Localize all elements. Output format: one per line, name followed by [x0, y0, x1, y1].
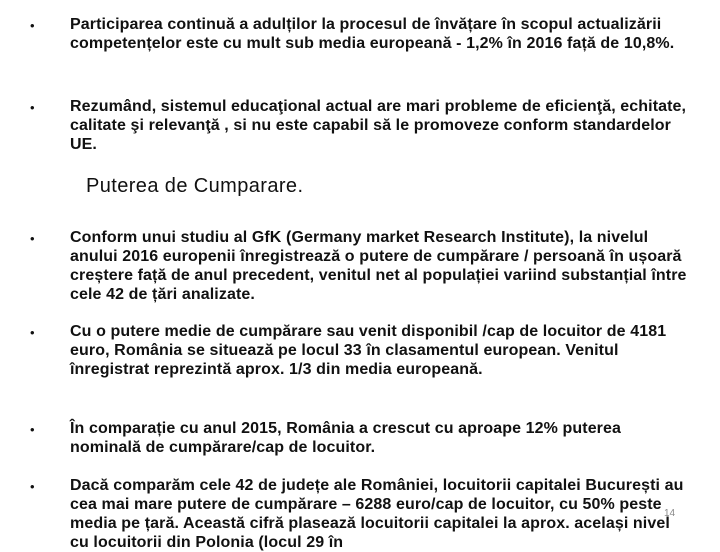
- bullet-marker: •: [30, 18, 35, 33]
- bullet-text: Participarea continuă a adulților la procesul de învățare în scopul actualizării competențelor este cu mult sub media europeană - 1,2% în 2016 față de 10,8%.: [70, 16, 675, 52]
- bullet-text: Conform unui studiu al GfK (Germany market Research Institute), la nivelul anului 2016 europenii înregistrează o putere de cumpărare / persoană în ușoară creștere față de anul precedent, venitul net al populației variind substanțial între cele 42 de țări analizate.: [70, 229, 687, 303]
- section-heading: Puterea de Cumparare.: [86, 175, 304, 197]
- bullet-text: În comparație cu anul 2015, România a crescut cu aproape 12% puterea nominală de cumpărare/cap de locuitor.: [70, 420, 622, 456]
- bullet-marker: •: [30, 325, 35, 340]
- bullet-marker: •: [30, 100, 35, 115]
- bullet-adult-learning: [30, 15, 690, 53]
- bullet-text: Rezumând, sistemul educaţional actual are mari probleme de eficienţă, echitate, calitate şi relevanţă , si nu este capabil să le promoveze conform standardelor UE.: [70, 98, 687, 153]
- bullet-bucharest: [30, 476, 690, 552]
- bullet-marker: •: [30, 479, 35, 494]
- bullet-gfk-study: [30, 228, 690, 304]
- bullet-growth-2015: [30, 419, 690, 457]
- page-number: 14: [664, 508, 676, 519]
- bullet-education-system: [30, 97, 690, 154]
- bullet-marker: •: [30, 422, 35, 437]
- bullet-romania-rank: [30, 322, 690, 379]
- bullet-text: Cu o putere medie de cumpărare sau venit disponibil /cap de locuitor de 4181 euro, România se situează pe locul 33 în clasamentul european. Venitul înregistrat reprezintă aprox. 1/3 din media europeană.: [70, 323, 667, 378]
- bullet-text: Dacă comparăm cele 42 de județe ale României, locuitorii capitalei București au cea mai mare putere de cumpărare – 6288 euro/cap de locuitor, cu 50% peste media pe țară. Această cifră plasează locuitorii capitalei la aprox. același nivel cu locuitorii din Polonia (locul 29 în: [70, 477, 684, 551]
- bullet-marker: •: [30, 231, 35, 246]
